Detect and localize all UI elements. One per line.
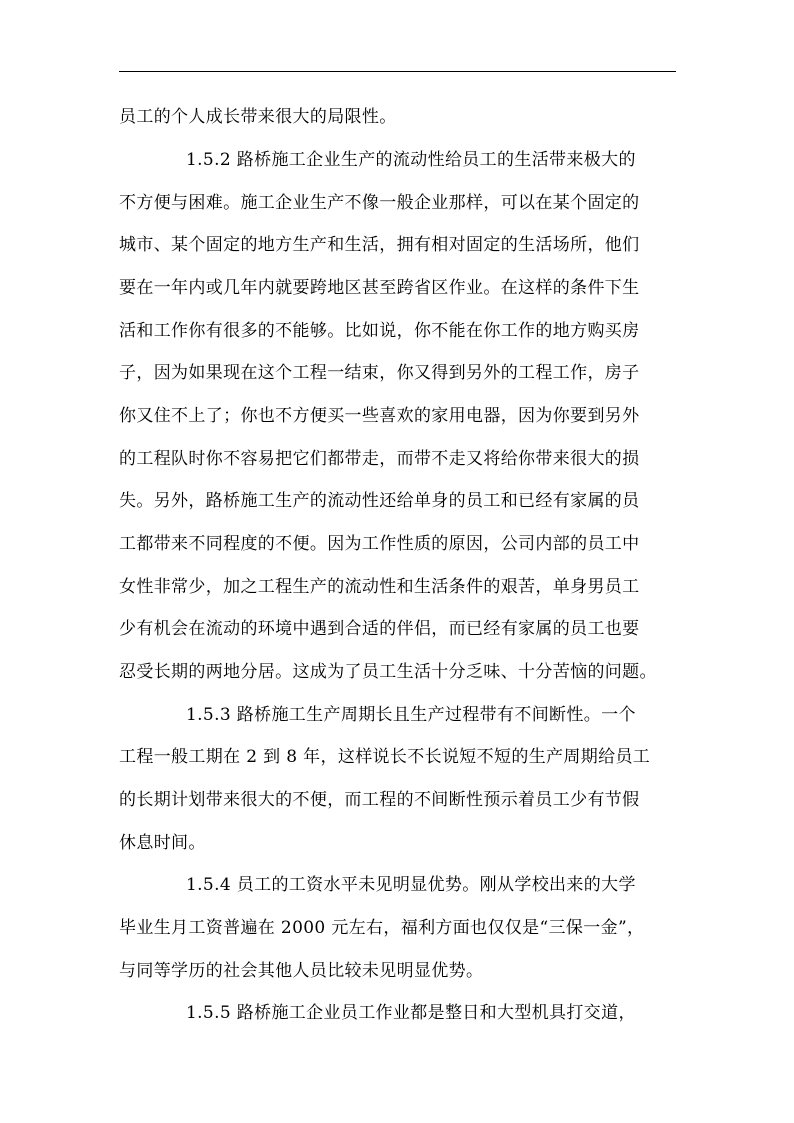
section-1-5-5-line: 1.5.5 路桥施工企业员工作业都是整日和大型机具打交道， (186, 1003, 636, 1023)
section-1-5-3-line: 1.5.3 路桥施工生产周期长且生产过程带有不间断性。一个 (186, 705, 636, 725)
text-line: 城市、某个固定的地方生产和生活，拥有相对固定的生活场所，他们 (119, 235, 640, 255)
header-rule (119, 71, 676, 72)
text-line: 员工的个人成长带来很大的局限性。 (119, 107, 397, 127)
text-line: 的长期计划带来很大的不便，而工程的不间断性预示着员工少有节假 (119, 790, 640, 810)
text-line: 要在一年内或几年内就要跨地区甚至跨省区作业。在这样的条件下生 (119, 278, 640, 298)
text-line: 忍受长期的两地分居。这成为了员工生活十分乏味、十分苦恼的问题。 (119, 662, 657, 682)
text-line: 的工程队时你不容易把它们都带走，而带不走又将给你带来很大的损 (119, 449, 640, 469)
text-line: 少有机会在流动的环境中遇到合适的伴侣，而已经有家属的员工也要 (119, 619, 640, 639)
text-line: 活和工作你有很多的不能够。比如说，你不能在你工作的地方购买房 (119, 321, 640, 341)
text-line: 失。另外，路桥施工生产的流动性还给单身的员工和已经有家属的员 (119, 491, 640, 511)
text-line: 你又住不上了；你也不方便买一些喜欢的家用电器，因为你要到另外 (119, 406, 640, 426)
text-line: 子，因为如果现在这个工程一结束，你又得到另外的工程工作，房子 (119, 363, 640, 383)
text-line: 女性非常少，加之工程生产的流动性和生活条件的艰苦，单身男员工 (119, 577, 640, 597)
text-line: 不方便与困难。施工企业生产不像一般企业那样，可以在某个固定的 (119, 193, 640, 213)
text-line: 毕业生月工资普遍在 2000 元左右，福利方面也仅仅是“三保一金”， (119, 918, 645, 938)
text-line: 工都带来不同程度的不便。因为工作性质的原因，公司内部的员工中 (119, 534, 640, 554)
text-line: 工程一般工期在 2 到 8 年，这样说长不长说短不短的生产周期给员工 (119, 747, 651, 767)
section-1-5-2-line: 1.5.2 路桥施工企业生产的流动性给员工的生活带来极大的 (186, 150, 636, 170)
section-1-5-4-line: 1.5.4 员工的工资水平未见明显优势。刚从学校出来的大学 (186, 875, 636, 895)
text-line: 休息时间。 (119, 833, 206, 853)
text-line: 与同等学历的社会其他人员比较未见明显优势。 (119, 961, 484, 981)
